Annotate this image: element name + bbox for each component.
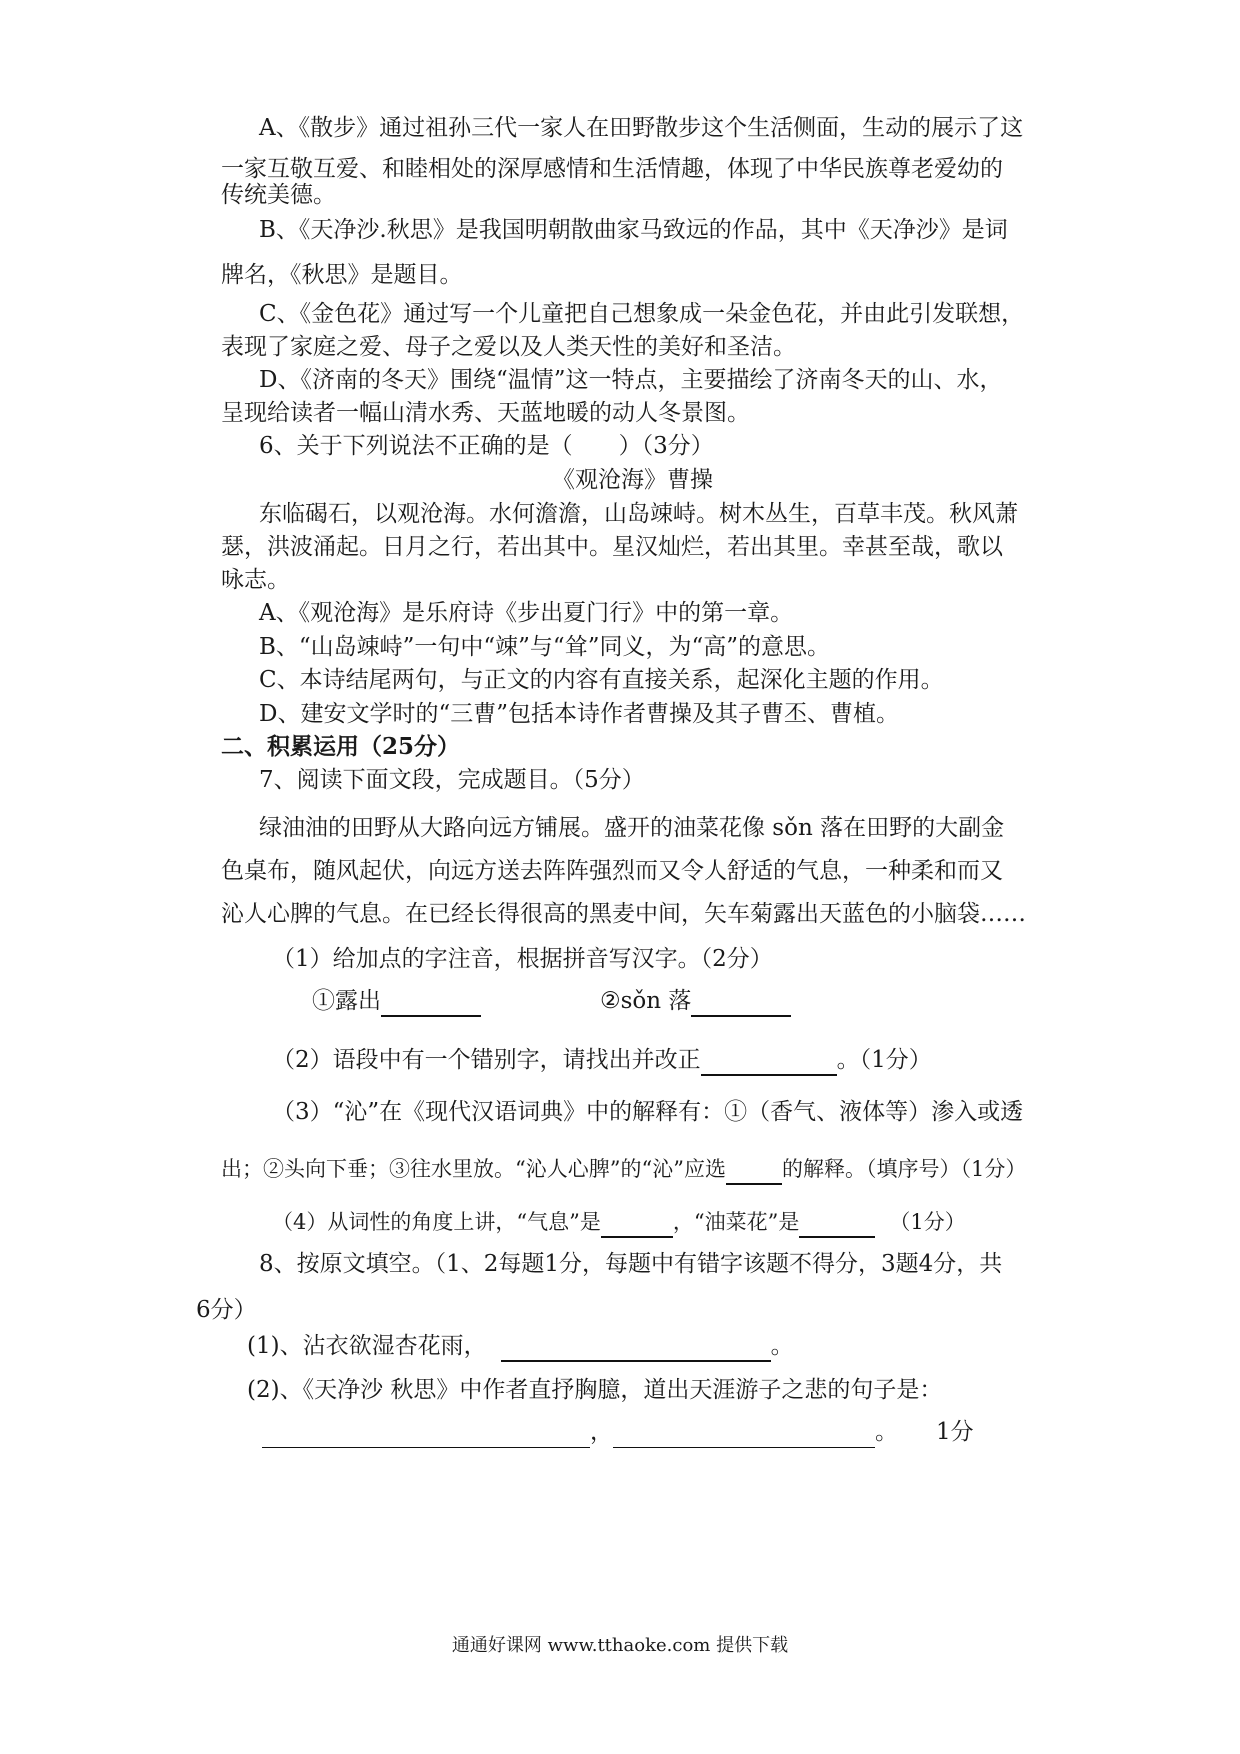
q5-option-a-line3: 传统美德。 — [221, 182, 336, 208]
q7-sub1-item2-label: ②sǒn 落 — [600, 988, 692, 1014]
q6-poem-line1: 东临碣石，以观沧海。水何澹澹，山岛竦峙。树木丛生，百草丰茂。秋风萧 — [259, 501, 1018, 527]
q7-sub1: （1）给加点的字注音，根据拼音写汉字。（2分） — [272, 946, 773, 972]
answer-blank-poem1[interactable] — [501, 1334, 771, 1362]
q6-option-d: D、建安文学时的“三曹”包括本诗作者曹操及其子曹丕、曹植。 — [259, 701, 899, 727]
q5-option-b-line1: B、《天净沙.秋思》是我国明朝散曲家马致远的作品，其中《天净沙》是词 — [259, 217, 1008, 243]
answer-blank-son[interactable] — [691, 989, 791, 1017]
q8-stem-line2: 6分） — [196, 1297, 257, 1323]
q6-stem: 6、关于下列说法不正确的是（ ）（3分） — [259, 433, 714, 459]
q7-sub1-item1 — [312, 985, 481, 1017]
q7-sub3-line1: （3）“沁”在《现代汉语词典》中的解释有：①（香气、液体等）渗入或透 — [272, 1099, 1024, 1125]
answer-blank-poem2b[interactable] — [613, 1421, 875, 1448]
q7-passage-line3: 沁人心脾的气息。在已经长得很高的黑麦中间，矢车菊露出天蓝色的小脑袋…… — [221, 901, 1026, 927]
q7-sub4-text-a: （4）从词性的角度上讲，“气息”是 — [272, 1210, 601, 1234]
q7-passage-line1: 绿油油的田野从大路向远方铺展。盛开的油菜花像 sǒn 落在田野的大副金 — [259, 815, 1005, 841]
q6-poem-line2: 瑟，洪波涌起。日月之行，若出其中。星汉灿烂，若出其里。幸甚至哉，歌以 — [221, 534, 1003, 560]
answer-blank-qin[interactable] — [726, 1157, 782, 1185]
section-heading: 二、积累运用（25分） — [221, 733, 461, 760]
q6-poem-line3: 咏志。 — [221, 567, 290, 593]
q6-option-b: B、“山岛竦峙”一句中“竦”与“耸”同义，为“高”的意思。 — [259, 634, 830, 660]
q7-sub3-line2 — [221, 1153, 1026, 1185]
answer-blank-qixi[interactable] — [601, 1210, 673, 1238]
q7-sub4-score: （1分） — [889, 1210, 966, 1234]
footer-site-name: 通通好课网 — [451, 1635, 542, 1656]
q8-item1-text: (1)、沾衣欲湿杏花雨， — [247, 1333, 487, 1359]
footer-url[interactable]: www.tthaoke.com — [547, 1635, 711, 1656]
q8-item2-end: 。 — [875, 1419, 898, 1445]
q6-option-c: C、本诗结尾两句，与正文的内容有直接关系，起深化主题的作用。 — [259, 667, 944, 693]
q7-sub1-item2 — [600, 985, 791, 1017]
q8-item2: (2)、《天净沙 秋思》中作者直抒胸臆，道出天涯游子之悲的句子是： — [247, 1377, 943, 1403]
q5-option-a-line2: 一家互敬互爱、和睦相处的深厚感情和生活情趣，体现了中华民族尊老爱幼的 — [221, 156, 1003, 182]
q7-passage-line2: 色桌布，随风起伏，向远方送去阵阵强烈而又令人舒适的气息，一种柔和而又 — [221, 858, 1003, 884]
answer-blank-typo[interactable] — [701, 1048, 837, 1076]
q6-poem-title: 《观沧海》曹操 — [552, 467, 713, 493]
q7-sub1-item1-label: ①露出 — [312, 988, 381, 1014]
q6-option-a: A、《观沧海》是乐府诗《步出夏门行》中的第一章。 — [259, 600, 794, 626]
q8-item1-end: 。 — [770, 1333, 794, 1359]
q8-item2-answer — [262, 1416, 974, 1448]
answer-blank-lu[interactable] — [381, 989, 481, 1017]
q5-option-c-line1: C、《金色花》通过写一个儿童把自己想象成一朵金色花，并由此引发联想， — [259, 301, 1025, 327]
q7-sub4 — [272, 1206, 966, 1238]
q5-option-d-line2: 呈现给读者一幅山清水秀、天蓝地暖的动人冬景图。 — [221, 400, 750, 426]
answer-blank-poem2a[interactable] — [262, 1421, 590, 1448]
q8-stem-line1: 8、按原文填空。（1、2每题1分，每题中有错字该题不得分，3题4分，共 — [259, 1251, 1003, 1277]
q7-sub2-score: 。（1分） — [836, 1047, 932, 1073]
q8-item2-comma: ， — [590, 1419, 613, 1445]
q7-sub3-score: 的解释。（填序号）（1分） — [781, 1157, 1027, 1181]
q5-option-a-line1: A、《散步》通过祖孙三代一家人在田野散步这个生活侧面，生动的展示了这 — [259, 115, 1024, 141]
q5-option-c-line2: 表现了家庭之爱、母子之爱以及人类天性的美好和圣洁。 — [221, 334, 796, 360]
page-footer — [0, 1631, 1240, 1657]
q5-option-d-line1: D、《济南的冬天》围绕“温情”这一特点，主要描绘了济南冬天的山、水， — [259, 367, 1003, 393]
answer-blank-youcaihua[interactable] — [799, 1210, 875, 1238]
q8-item1 — [247, 1330, 794, 1362]
q7-stem: 7、阅读下面文段，完成题目。（5分） — [259, 767, 645, 793]
footer-download-text: 提供下载 — [716, 1635, 789, 1656]
q7-sub4-text-b: ，“油菜花”是 — [672, 1210, 800, 1234]
q7-sub2-text: （2）语段中有一个错别字，请找出并改正 — [272, 1047, 701, 1073]
q7-sub2 — [272, 1044, 932, 1076]
q8-item2-score: 1分 — [936, 1419, 974, 1445]
q7-sub3-text: 出；②头向下垂；③往水里放。“沁人心脾”的“沁”应选 — [221, 1157, 726, 1181]
q5-option-b-line2: 牌名，《秋思》是题目。 — [221, 262, 463, 288]
